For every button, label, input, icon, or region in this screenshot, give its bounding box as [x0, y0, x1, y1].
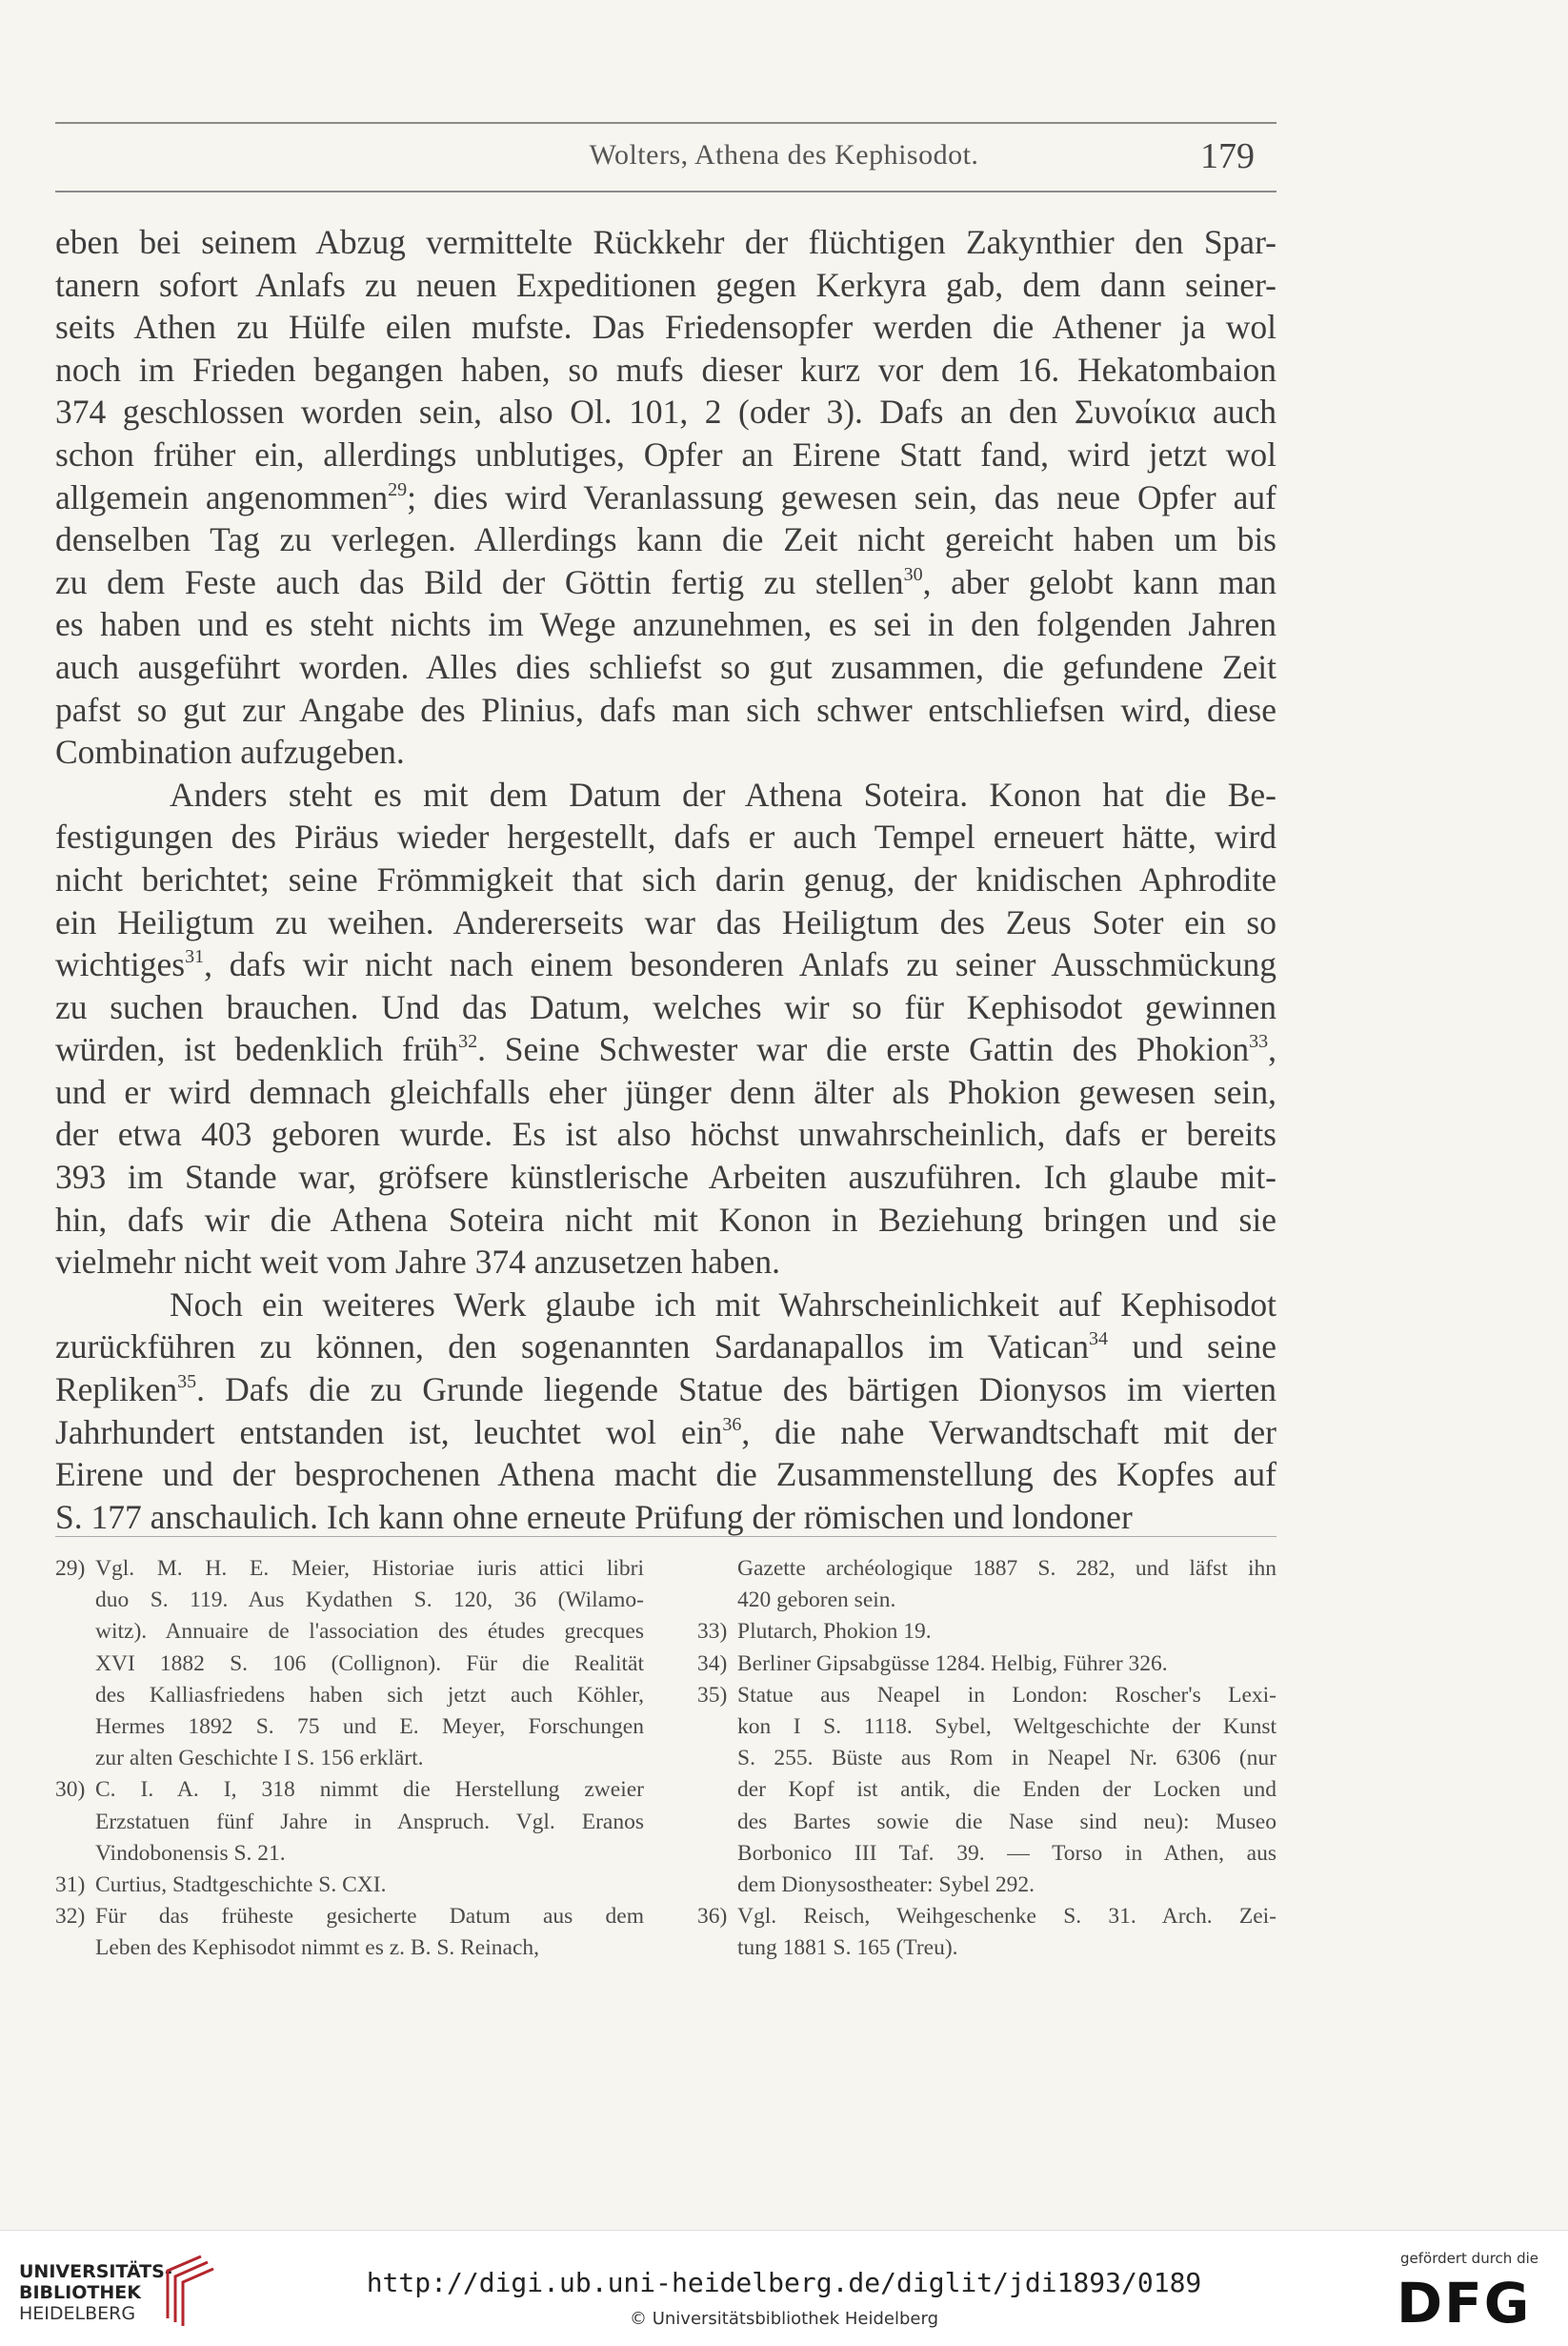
footnote-line: des Kalliasfriedens haben sich jetzt auch Köhler,	[95, 1682, 644, 1708]
footnote	[697, 1680, 1277, 1901]
body-line	[55, 1411, 1277, 1454]
copyright-notice: © Universitätsbibliothek Heidelberg	[629, 2309, 938, 2329]
body-line-text: ,	[1268, 1030, 1277, 1069]
body-line	[55, 1028, 1277, 1071]
body-line-text: würden, ist bedenklich früh	[55, 1030, 459, 1069]
footnote-line: der Kopf ist antik, die Enden der Locken und	[737, 1777, 1277, 1803]
footnote-number: 30)	[55, 1777, 86, 1803]
header-rule-top	[55, 122, 1277, 124]
footnote-number: 34)	[697, 1650, 728, 1676]
body-line: Eirene und der besprochenen Athena macht die Zusammenstellung des Kopfes auf	[55, 1455, 1277, 1494]
body-line-text: allgemein angenommen	[55, 477, 389, 516]
body-line: denselben Tag zu verlegen. Allerdings kann die Zeit nicht gereicht haben um bis	[55, 520, 1277, 559]
footnote-line: Plutarch, Phokion 19.	[737, 1619, 932, 1645]
footnote	[55, 1870, 644, 1901]
footnote-rule	[55, 1536, 1277, 1537]
library-name-line2: BIBLIOTHEK	[19, 2282, 141, 2303]
body-line: ein Heiligtum zu weihen. Andererseits war das Heiligtum des Zeus Soter ein so	[55, 902, 1277, 941]
footnote-number: 33)	[697, 1619, 728, 1645]
body-line-text: zu dem Feste auch das Bild der Göttin fertig zu stellen	[55, 562, 904, 601]
body-line	[55, 1325, 1277, 1368]
body-line: vielmehr nicht weit vom Jahre 374 anzusetzen haben.	[55, 1243, 781, 1282]
footnotes-left-column	[55, 1553, 644, 1965]
body-line-text: zurückführen zu können, den sogenannten Sardanapallos im Vatican	[55, 1327, 1090, 1366]
footnote-line: kon I S. 1118. Sybel, Weltgeschichte der Kunst	[737, 1714, 1277, 1740]
footnote-line: Für das früheste gesicherte Datum aus dem	[95, 1904, 644, 1930]
footnote-line: Berliner Gipsabgüsse 1284. Helbig, Führer 326.	[737, 1650, 1168, 1676]
footnote-ref: 33	[1249, 1031, 1269, 1053]
footnote-line: Leben des Kephisodot nimmt es z. B. S. Reinach,	[95, 1935, 540, 1961]
body-line: der etwa 403 geboren wurde. Es ist also höchst unwahrscheinlich, dafs er bereits	[55, 1115, 1277, 1154]
body-line-text: ; dies wird Veranlassung gewesen sein, das neue Opfer auf	[407, 477, 1277, 516]
body-line: es haben und es steht nichts im Wege anzunehmen, es sei in den folgenden Jahren	[55, 605, 1277, 644]
library-name-line3: HEIDELBERG	[19, 2303, 136, 2324]
body-line: Anders steht es mit dem Datum der Athena Soteira. Konon hat die Be-	[170, 775, 1277, 814]
footnote-ref: 31	[185, 946, 205, 968]
body-line-text: , dafs wir nicht nach einem besonderen Anlafs zu seiner Ausschmückung	[204, 945, 1277, 984]
footnote-line: S. 255. Büste aus Rom in Neapel Nr. 6306 (nur	[737, 1746, 1277, 1771]
footnote-ref: 29	[388, 478, 408, 500]
footnote-line: des Bartes sowie die Nase sind neu): Museo	[737, 1809, 1277, 1834]
body-line: hin, dafs wir die Athena Soteira nicht mit Konon in Beziehung bringen und sie	[55, 1200, 1277, 1239]
footnote-line: XVI 1882 S. 106 (Collignon). Für die Realität	[95, 1650, 644, 1676]
digitization-footer	[0, 2230, 1568, 2346]
body-line: festigungen des Piräus wieder hergestellt, dafs er auch Tempel erneuert hätte, wird	[55, 818, 1277, 857]
footnote-ref: 32	[458, 1031, 478, 1053]
footnote-line: Curtius, Stadtgeschichte S. CXI.	[95, 1872, 387, 1898]
body-line-text: Jahrhundert entstanden ist, leuchtet wol ein	[55, 1412, 723, 1451]
body-line: noch im Frieden begangen haben, so mufs dieser kurz vor dem 16. Hekatombaion	[55, 350, 1277, 389]
running-head: Wolters, Athena des Kephisodot.	[589, 139, 979, 171]
footnote-line: tung 1881 S. 165 (Treu).	[737, 1935, 958, 1961]
body-line-text: . Dafs die zu Grunde liegende Statue des bärtigen Dionysos im vierten	[196, 1370, 1277, 1409]
footnote-number: 29)	[55, 1556, 86, 1581]
footnote-line: Vgl. M. H. E. Meier, Historiae iuris attici libri	[95, 1556, 644, 1581]
body-line: zu suchen brauchen. Und das Datum, welches wir so für Kephisodot gewinnen	[55, 987, 1277, 1026]
footnote	[697, 1901, 1277, 1964]
footnote-line: dem Dionysostheater: Sybel 292.	[737, 1872, 1035, 1898]
footnote	[697, 1553, 1277, 1616]
footnote	[55, 1553, 644, 1774]
footnote	[697, 1616, 1277, 1648]
body-text	[55, 221, 1277, 1538]
body-line-text: und seine	[1108, 1327, 1277, 1366]
body-line: schon früher ein, allerdings unblutiges, Opfer an Eirene Statt fand, wird jetzt wol	[55, 435, 1277, 474]
permalink[interactable]: http://digi.ub.uni-heidelberg.de/diglit/jdi1893/0189	[366, 2267, 1202, 2298]
page-number: 179	[1200, 136, 1255, 176]
body-line-text: , aber gelobt kann man	[922, 562, 1277, 601]
dfg-logo: DFG	[1397, 2271, 1532, 2336]
body-line: S. 177 anschaulich. Ich kann ohne erneute Prüfung der römischen und londoner	[55, 1497, 1133, 1536]
footnote-line: Hermes 1892 S. 75 und E. Meyer, Forschungen	[95, 1714, 644, 1740]
body-line: Combination aufzugeben.	[55, 733, 405, 772]
body-line-text: , die nahe Verwandtschaft mit der	[741, 1412, 1277, 1451]
footnotes-right-column	[697, 1553, 1277, 1965]
footnote-number: 36)	[697, 1904, 728, 1930]
body-line: und er wird demnach gleichfalls eher jünger denn älter als Phokion gewesen sein,	[55, 1072, 1277, 1111]
footnote-line: C. I. A. I, 318 nimmt die Herstellung zweier	[95, 1777, 644, 1803]
footnote-line: zur alten Geschichte I S. 156 erklärt.	[95, 1746, 424, 1771]
body-line: seits Athen zu Hülfe eilen mufste. Das Friedensopfer werden die Athener ja wol	[55, 308, 1277, 347]
body-line: 374 geschlossen worden sein, also Ol. 101, 2 (oder 3). Dafs an den Συνοίκια auch	[55, 393, 1277, 432]
footnote-line: Erzstatuen fünf Jahre in Anspruch. Vgl. Eranos	[95, 1809, 644, 1834]
footnote-line: witz). Annuaire de l'association des études grecques	[95, 1619, 644, 1645]
body-line: auch ausgeführt worden. Alles dies schliefst so gut zusammen, die gefundene Zeit	[55, 647, 1277, 686]
footnote-line: Statue aus Neapel in London: Roscher's Lexi-	[737, 1682, 1277, 1708]
footnote-ref: 34	[1089, 1328, 1109, 1350]
body-line	[55, 1368, 1277, 1411]
body-line	[55, 476, 1277, 519]
footnote-number: 32)	[55, 1904, 86, 1930]
funding-label: gefördert durch die	[1400, 2250, 1538, 2267]
footnote-line: Vgl. Reisch, Weihgeschenke S. 31. Arch. Zei-	[737, 1904, 1277, 1930]
body-line	[55, 561, 1277, 604]
body-line: nicht berichtet; seine Frömmigkeit that sich darin genug, der knidischen Aphrodite	[55, 860, 1277, 899]
footnote-ref: 30	[903, 563, 923, 585]
footnote	[55, 1901, 644, 1964]
footnote-number: 35)	[697, 1682, 728, 1708]
body-line-text: Repliken	[55, 1370, 178, 1409]
footnote-number: 31)	[55, 1872, 86, 1898]
footnote-ref: 36	[722, 1413, 742, 1435]
library-name-line1: UNIVERSITÄTS-	[19, 2261, 172, 2282]
footnote	[697, 1648, 1277, 1680]
body-line: pafst so gut zur Angabe des Plinius, dafs man sich schwer entschliefsen wird, diese	[55, 690, 1277, 729]
footnote-line: duo S. 119. Aus Kydathen S. 120, 36 (Wilamo-	[95, 1588, 644, 1613]
footnote-line: Borbonico III Taf. 39. — Torso in Athen, aus	[737, 1840, 1277, 1866]
footnote-ref: 35	[177, 1371, 197, 1393]
body-line-text: . Seine Schwester war die erste Gattin des Phokion	[477, 1030, 1250, 1069]
body-line	[55, 943, 1277, 986]
body-line-text: wichtiges	[55, 945, 186, 984]
body-line: 393 im Stande war, gröfsere künstlerische Arbeiten auszuführen. Ich glaube mit-	[55, 1158, 1277, 1197]
footnote-line: Gazette archéologique 1887 S. 282, und läfst ihn	[737, 1556, 1277, 1581]
body-line: tanern sofort Anlafs zu neuen Expeditionen gegen Kerkyra gab, dem dann seiner-	[55, 265, 1277, 304]
footnote	[55, 1774, 644, 1870]
footnote-line: 420 geboren sein.	[737, 1588, 896, 1613]
body-line: eben bei seinem Abzug vermittelte Rückkehr der flüchtigen Zakynthier den Spar-	[55, 223, 1277, 261]
body-line: Noch ein weiteres Werk glaube ich mit Wahrscheinlichkeit auf Kephisodot	[170, 1284, 1277, 1324]
header-rule-bottom	[55, 191, 1277, 192]
footnote-line: Vindobonensis S. 21.	[95, 1840, 286, 1866]
